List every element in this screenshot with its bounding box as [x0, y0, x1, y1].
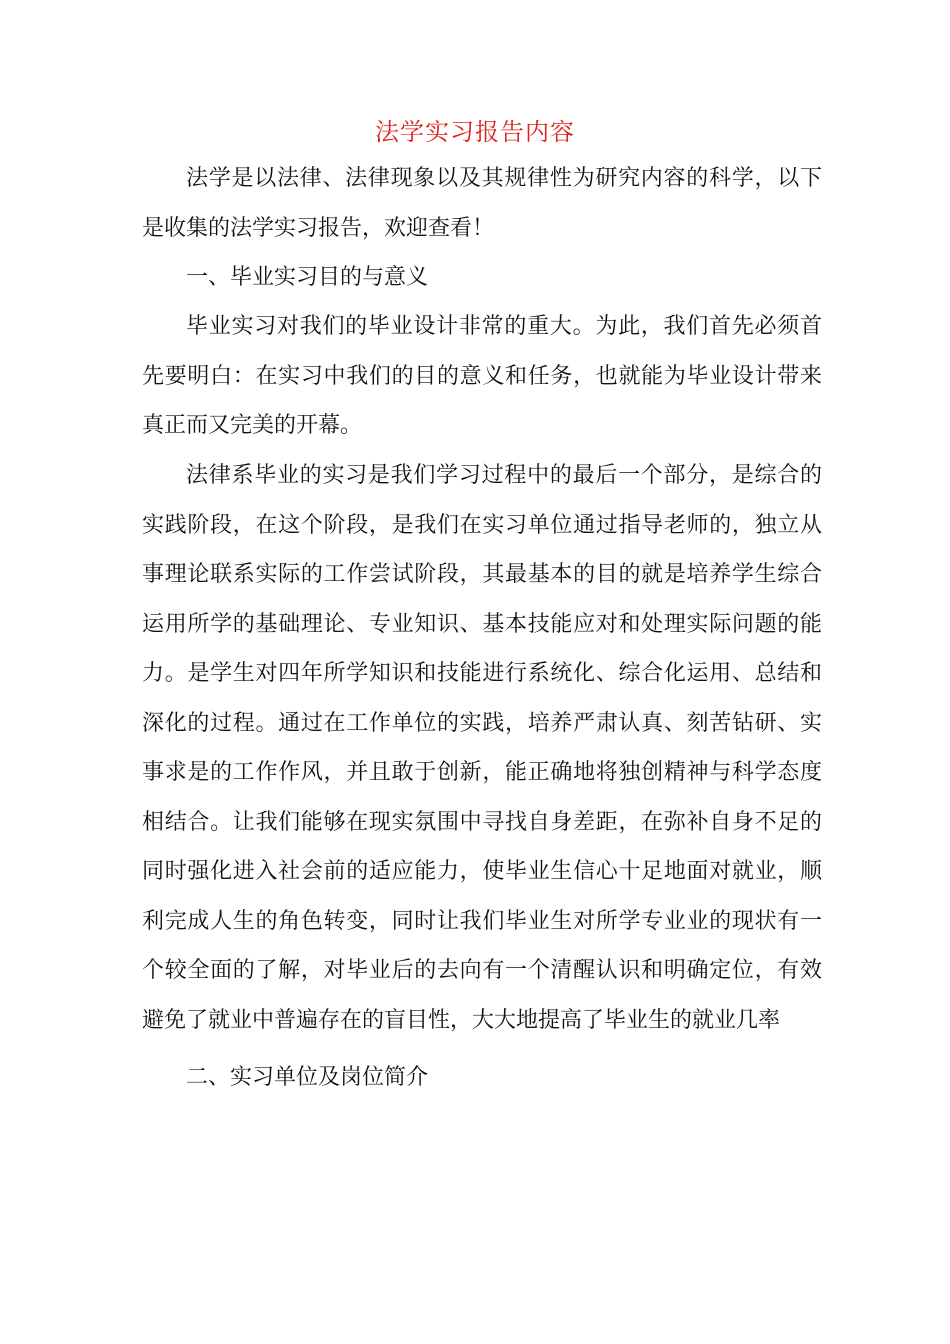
section-1-paragraph-1: 毕业实习对我们的毕业设计非常的重大。为此，我们首先必须首先要明白：在实习中我们的目的意义和任务，也就能为毕业设计带来真正而又完美的开幕。	[142, 314, 822, 438]
section-1-paragraph-2: 法律系毕业的实习是我们学习过程中的最后一个部分，是综合的实践阶段，在这个阶段，是我们在实习单位通过指导老师的，独立从事理论联系实际的工作尝试阶段，其最基本的目的就是培养学生综合运用所学的基础理论、专业知识、基本技能应对和处理实际问题的能力。是学生对四年所学知识和技能进行系统化、综合化运用、总结和深化的过程。通过在工作单位的实践，培养严肃认真、刻苦钻研、实事求是的工作作风，并且敢于创新，能正确地将独创精神与科学态度相结合。让我们能够在现实氛围中寻找自身差距，在弥补自身不足的同时强化进入社会前的适应能力，使毕业生信心十足地面对就业，顺利完成人生的角色转变，同时让我们毕业生对所学专业业的现状有一个较全面的了解，对毕业后的去向有一个清醒认识和明确定位，有效避免了就业中普遍存在的盲目性，大大地提高了毕业生的就业几率	[142, 463, 822, 1033]
intro-paragraph: 法学是以法律、法律现象以及其规律性为研究内容的科学，以下是收集的法学实习报告，欢迎查看！	[142, 166, 822, 241]
section-heading-1: 一、毕业实习目的与意义	[186, 265, 429, 290]
document-title: 法学实习报告内容	[375, 118, 575, 146]
section-heading-2: 二、实习单位及岗位简介	[186, 1065, 429, 1090]
